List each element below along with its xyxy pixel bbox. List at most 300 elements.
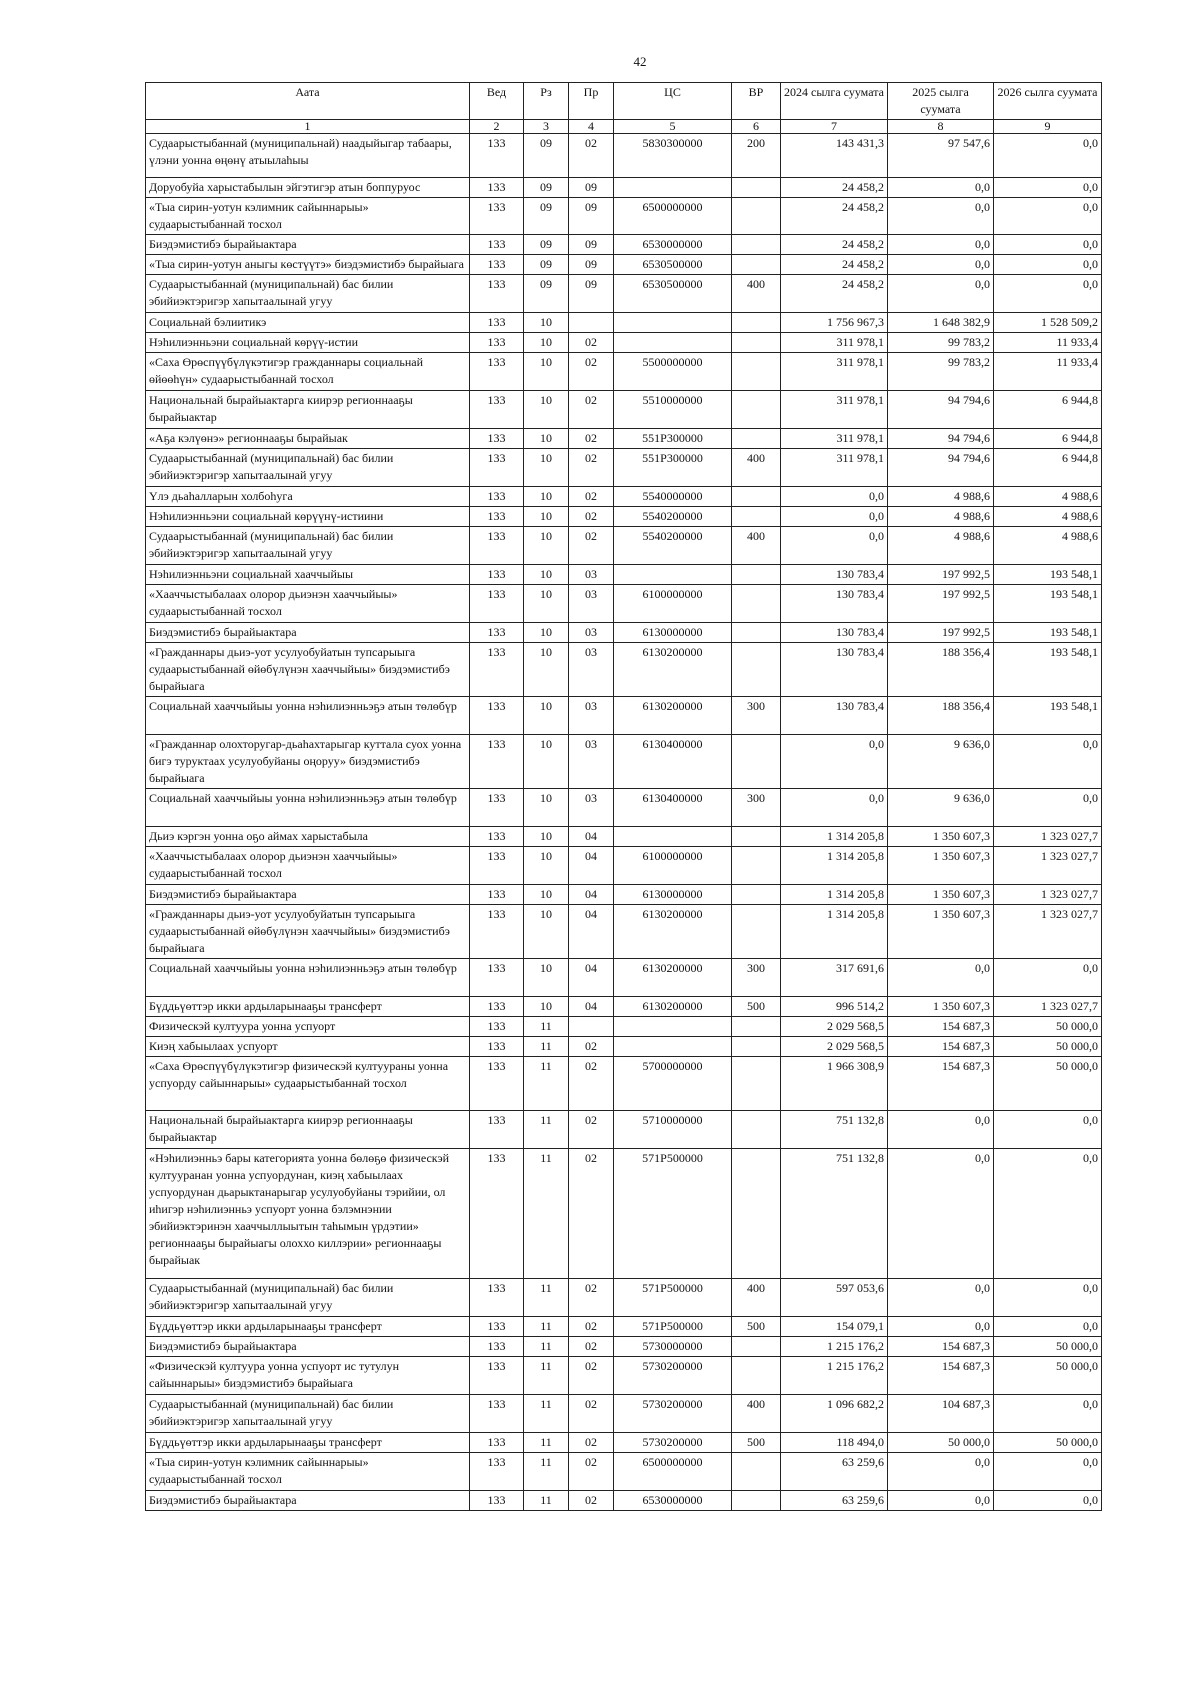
row-ved: 133 xyxy=(470,198,524,235)
row-value-2025: 99 783,2 xyxy=(888,333,994,353)
row-rz: 10 xyxy=(524,527,569,565)
row-vr xyxy=(732,353,781,391)
row-value-2025: 9 636,0 xyxy=(888,789,994,827)
row-value-2025: 154 687,3 xyxy=(888,1357,994,1395)
row-value-2025: 1 648 382,9 xyxy=(888,313,994,333)
row-value-2026: 193 548,1 xyxy=(994,585,1102,623)
row-value-2026: 1 323 027,7 xyxy=(994,905,1102,959)
row-pr xyxy=(569,313,614,333)
table-row xyxy=(146,1037,1102,1057)
row-ved: 133 xyxy=(470,997,524,1017)
row-cs: 5510000000 xyxy=(614,391,732,429)
table-row xyxy=(146,449,1102,487)
row-vr xyxy=(732,905,781,959)
row-cs: 6130200000 xyxy=(614,905,732,959)
row-rz: 09 xyxy=(524,235,569,255)
row-name: Дьиэ кэргэн уонна оҕо аймах харыстабыла xyxy=(146,827,470,847)
row-pr: 02 xyxy=(569,1357,614,1395)
table-row xyxy=(146,1357,1102,1395)
row-value-2024: 130 783,4 xyxy=(781,565,888,585)
row-pr: 02 xyxy=(569,333,614,353)
row-vr: 300 xyxy=(732,697,781,735)
row-name: «Тыа сирин-уотун кэлимник сайыннарыы» судаарыстыбаннай тосхол xyxy=(146,198,470,235)
row-value-2026: 50 000,0 xyxy=(994,1037,1102,1057)
row-ved: 133 xyxy=(470,697,524,735)
table-row xyxy=(146,527,1102,565)
column-number: 8 xyxy=(888,120,994,134)
row-cs xyxy=(614,1017,732,1037)
row-vr xyxy=(732,1149,781,1279)
row-value-2025: 197 992,5 xyxy=(888,585,994,623)
row-pr: 02 xyxy=(569,1433,614,1453)
row-value-2024: 1 215 176,2 xyxy=(781,1337,888,1357)
row-ved: 133 xyxy=(470,255,524,275)
row-value-2026: 1 528 509,2 xyxy=(994,313,1102,333)
row-ved: 133 xyxy=(470,275,524,313)
header-vr: ВР xyxy=(732,83,781,120)
row-ved: 133 xyxy=(470,847,524,885)
row-cs xyxy=(614,565,732,585)
row-value-2026: 0,0 xyxy=(994,959,1102,997)
row-ved: 133 xyxy=(470,959,524,997)
row-ved: 133 xyxy=(470,789,524,827)
row-cs: 6130400000 xyxy=(614,789,732,827)
row-value-2026: 11 933,4 xyxy=(994,333,1102,353)
table-row xyxy=(146,697,1102,735)
row-pr: 04 xyxy=(569,905,614,959)
row-value-2024: 0,0 xyxy=(781,527,888,565)
row-rz: 09 xyxy=(524,198,569,235)
row-value-2026: 0,0 xyxy=(994,134,1102,178)
row-pr: 04 xyxy=(569,847,614,885)
row-value-2026: 193 548,1 xyxy=(994,697,1102,735)
row-value-2025: 154 687,3 xyxy=(888,1037,994,1057)
row-cs: 5540200000 xyxy=(614,527,732,565)
row-name: «Саха Өрөспүүбүлүкэтигэр гражданнары социальнай өйөөһүн» судаарыстыбаннай тосхол xyxy=(146,353,470,391)
row-cs: 551Р300000 xyxy=(614,449,732,487)
table-row xyxy=(146,847,1102,885)
row-name: Социальнай хааччыйыы уонна нэһилиэнньэҕэ атын төлөбүр xyxy=(146,789,470,827)
row-ved: 133 xyxy=(470,1149,524,1279)
row-ved: 133 xyxy=(470,1111,524,1149)
row-value-2024: 1 215 176,2 xyxy=(781,1357,888,1395)
row-cs: 6530500000 xyxy=(614,255,732,275)
row-value-2024: 118 494,0 xyxy=(781,1433,888,1453)
row-rz: 10 xyxy=(524,507,569,527)
row-value-2026: 4 988,6 xyxy=(994,487,1102,507)
table-row xyxy=(146,1491,1102,1511)
row-ved: 133 xyxy=(470,134,524,178)
row-value-2026: 50 000,0 xyxy=(994,1433,1102,1453)
column-number: 1 xyxy=(146,120,470,134)
column-number: 4 xyxy=(569,120,614,134)
table-row xyxy=(146,623,1102,643)
table-row xyxy=(146,585,1102,623)
row-rz: 10 xyxy=(524,313,569,333)
row-cs: 6530000000 xyxy=(614,235,732,255)
row-value-2026: 193 548,1 xyxy=(994,643,1102,697)
row-cs: 5830300000 xyxy=(614,134,732,178)
row-cs: 571Р500000 xyxy=(614,1279,732,1317)
table-row xyxy=(146,1111,1102,1149)
row-value-2026: 50 000,0 xyxy=(994,1357,1102,1395)
table-row xyxy=(146,1279,1102,1317)
row-rz: 11 xyxy=(524,1149,569,1279)
row-vr xyxy=(732,847,781,885)
row-pr: 02 xyxy=(569,353,614,391)
table-body xyxy=(146,134,1102,1511)
row-pr: 02 xyxy=(569,449,614,487)
row-vr xyxy=(732,333,781,353)
row-vr xyxy=(732,623,781,643)
row-value-2025: 4 988,6 xyxy=(888,527,994,565)
row-value-2026: 50 000,0 xyxy=(994,1337,1102,1357)
row-name: Киэң хабыылаах успуорт xyxy=(146,1037,470,1057)
row-pr: 03 xyxy=(569,697,614,735)
row-pr: 02 xyxy=(569,1395,614,1433)
row-value-2026: 0,0 xyxy=(994,1111,1102,1149)
table-row xyxy=(146,353,1102,391)
table-row xyxy=(146,997,1102,1017)
row-vr xyxy=(732,1057,781,1111)
row-pr: 04 xyxy=(569,997,614,1017)
row-ved: 133 xyxy=(470,527,524,565)
row-pr: 02 xyxy=(569,1057,614,1111)
column-number-row xyxy=(146,120,1102,134)
row-value-2024: 130 783,4 xyxy=(781,697,888,735)
row-vr xyxy=(732,198,781,235)
row-name: Судаарыстыбаннай (муниципальнай) бас билии эбийиэктэригэр хапытаалынай угуу xyxy=(146,1279,470,1317)
row-value-2025: 1 350 607,3 xyxy=(888,905,994,959)
row-cs: 5540200000 xyxy=(614,507,732,527)
row-vr xyxy=(732,255,781,275)
row-value-2026: 1 323 027,7 xyxy=(994,847,1102,885)
row-ved: 133 xyxy=(470,333,524,353)
row-rz: 10 xyxy=(524,353,569,391)
table-row xyxy=(146,1317,1102,1337)
row-cs xyxy=(614,1037,732,1057)
row-pr: 03 xyxy=(569,735,614,789)
column-number: 7 xyxy=(781,120,888,134)
table-row xyxy=(146,1433,1102,1453)
row-name: Биэдэмистибэ бырайыактара xyxy=(146,623,470,643)
row-value-2025: 0,0 xyxy=(888,198,994,235)
row-pr: 09 xyxy=(569,275,614,313)
row-pr xyxy=(569,1017,614,1037)
row-value-2024: 2 029 568,5 xyxy=(781,1017,888,1037)
row-value-2026: 1 323 027,7 xyxy=(994,997,1102,1017)
table-row xyxy=(146,1395,1102,1433)
row-name: Судаарыстыбаннай (муниципальнай) наадыйыгар табаары, үлэни уонна өңөнү атыылаһыы xyxy=(146,134,470,178)
row-value-2024: 0,0 xyxy=(781,487,888,507)
row-name: Биэдэмистибэ бырайыактара xyxy=(146,1491,470,1511)
row-value-2026: 6 944,8 xyxy=(994,391,1102,429)
row-vr: 300 xyxy=(732,959,781,997)
column-number: 9 xyxy=(994,120,1102,134)
row-name: Бүддьүөттэр икки ардыларынааҕы трансферт xyxy=(146,997,470,1017)
row-pr: 03 xyxy=(569,585,614,623)
row-value-2026: 0,0 xyxy=(994,198,1102,235)
row-rz: 11 xyxy=(524,1491,569,1511)
row-value-2025: 94 794,6 xyxy=(888,429,994,449)
row-ved: 133 xyxy=(470,429,524,449)
row-rz: 10 xyxy=(524,697,569,735)
row-pr: 09 xyxy=(569,235,614,255)
row-value-2024: 597 053,6 xyxy=(781,1279,888,1317)
row-value-2024: 311 978,1 xyxy=(781,353,888,391)
row-pr: 02 xyxy=(569,1037,614,1057)
table-row xyxy=(146,391,1102,429)
table-row xyxy=(146,735,1102,789)
row-rz: 10 xyxy=(524,905,569,959)
row-rz: 09 xyxy=(524,178,569,198)
row-cs: 6130200000 xyxy=(614,997,732,1017)
row-pr: 02 xyxy=(569,1491,614,1511)
row-value-2024: 130 783,4 xyxy=(781,623,888,643)
row-value-2025: 0,0 xyxy=(888,1317,994,1337)
row-ved: 133 xyxy=(470,1317,524,1337)
row-rz: 10 xyxy=(524,449,569,487)
row-value-2025: 0,0 xyxy=(888,959,994,997)
row-rz: 10 xyxy=(524,391,569,429)
row-pr: 02 xyxy=(569,487,614,507)
row-pr: 02 xyxy=(569,1149,614,1279)
row-vr xyxy=(732,1453,781,1491)
row-vr xyxy=(732,429,781,449)
row-value-2024: 311 978,1 xyxy=(781,391,888,429)
row-value-2024: 143 431,3 xyxy=(781,134,888,178)
row-vr xyxy=(732,1111,781,1149)
row-value-2025: 4 988,6 xyxy=(888,507,994,527)
row-value-2025: 0,0 xyxy=(888,275,994,313)
row-cs: 6500000000 xyxy=(614,1453,732,1491)
row-value-2025: 97 547,6 xyxy=(888,134,994,178)
row-value-2025: 1 350 607,3 xyxy=(888,827,994,847)
table-row xyxy=(146,178,1102,198)
row-name: Судаарыстыбаннай (муниципальнай) бас билии эбийиэктэригэр хапытаалынай угуу xyxy=(146,1395,470,1433)
row-ved: 133 xyxy=(470,391,524,429)
row-value-2025: 1 350 607,3 xyxy=(888,885,994,905)
row-cs: 5500000000 xyxy=(614,353,732,391)
row-ved: 133 xyxy=(470,313,524,333)
row-vr xyxy=(732,178,781,198)
row-value-2025: 104 687,3 xyxy=(888,1395,994,1433)
row-ved: 133 xyxy=(470,1279,524,1317)
table-row xyxy=(146,885,1102,905)
row-name: Биэдэмистибэ бырайыактара xyxy=(146,1337,470,1357)
row-name: «Саха Өрөспүүбүлүкэтигэр физическэй култуураны уонна успуорду сайыннарыы» судаарыстыбаннай тосхол xyxy=(146,1057,470,1111)
table-row xyxy=(146,959,1102,997)
row-value-2024: 0,0 xyxy=(781,735,888,789)
table-row xyxy=(146,313,1102,333)
row-ved: 133 xyxy=(470,905,524,959)
row-pr: 02 xyxy=(569,429,614,449)
row-vr xyxy=(732,487,781,507)
row-rz: 11 xyxy=(524,1017,569,1037)
table-row xyxy=(146,565,1102,585)
row-value-2026: 0,0 xyxy=(994,1149,1102,1279)
row-rz: 11 xyxy=(524,1433,569,1453)
row-pr: 02 xyxy=(569,391,614,429)
table-row xyxy=(146,827,1102,847)
table-row xyxy=(146,1057,1102,1111)
row-value-2025: 94 794,6 xyxy=(888,391,994,429)
row-name: Судаарыстыбаннай (муниципальнай) бас билии эбийиэктэригэр хапытаалынай угуу xyxy=(146,449,470,487)
row-value-2025: 0,0 xyxy=(888,1279,994,1317)
row-ved: 133 xyxy=(470,565,524,585)
row-vr: 300 xyxy=(732,789,781,827)
row-value-2025: 99 783,2 xyxy=(888,353,994,391)
row-value-2024: 311 978,1 xyxy=(781,449,888,487)
row-ved: 133 xyxy=(470,507,524,527)
row-value-2026: 0,0 xyxy=(994,1395,1102,1433)
row-rz: 10 xyxy=(524,997,569,1017)
row-cs: 6500000000 xyxy=(614,198,732,235)
row-value-2025: 188 356,4 xyxy=(888,697,994,735)
header-name: Аата xyxy=(146,83,470,120)
row-ved: 133 xyxy=(470,1337,524,1357)
row-cs: 6130200000 xyxy=(614,697,732,735)
row-ved: 133 xyxy=(470,1037,524,1057)
table-row xyxy=(146,275,1102,313)
row-vr xyxy=(732,827,781,847)
row-rz: 10 xyxy=(524,623,569,643)
row-name: «Гражданнары дьиэ-уот усулуобуйатын тупсарыыга судаарыстыбаннай өйөбүлүнэн хааччыйыы» биэдэмистибэ бырайыага xyxy=(146,643,470,697)
row-value-2024: 63 259,6 xyxy=(781,1453,888,1491)
row-vr: 500 xyxy=(732,997,781,1017)
row-value-2026: 1 323 027,7 xyxy=(994,827,1102,847)
row-vr xyxy=(732,391,781,429)
row-value-2026: 50 000,0 xyxy=(994,1057,1102,1111)
row-cs: 571Р500000 xyxy=(614,1149,732,1279)
row-name: «Аҕа кэлүөнэ» регионнааҕы бырайыак xyxy=(146,429,470,449)
row-cs: 5710000000 xyxy=(614,1111,732,1149)
row-value-2024: 24 458,2 xyxy=(781,275,888,313)
row-ved: 133 xyxy=(470,623,524,643)
row-ved: 133 xyxy=(470,885,524,905)
row-rz: 10 xyxy=(524,885,569,905)
row-cs: 571Р500000 xyxy=(614,1317,732,1337)
row-cs: 5730000000 xyxy=(614,1337,732,1357)
row-value-2026: 0,0 xyxy=(994,1453,1102,1491)
table-row xyxy=(146,429,1102,449)
header-row xyxy=(146,83,1102,120)
row-pr: 02 xyxy=(569,527,614,565)
row-vr xyxy=(732,1491,781,1511)
row-ved: 133 xyxy=(470,1057,524,1111)
row-value-2026: 6 944,8 xyxy=(994,449,1102,487)
row-rz: 09 xyxy=(524,275,569,313)
column-number: 2 xyxy=(470,120,524,134)
row-cs: 6130200000 xyxy=(614,643,732,697)
row-name: Физическэй култуура уонна успуорт xyxy=(146,1017,470,1037)
row-value-2024: 24 458,2 xyxy=(781,198,888,235)
row-pr: 02 xyxy=(569,1453,614,1491)
row-value-2025: 154 687,3 xyxy=(888,1337,994,1357)
row-rz: 11 xyxy=(524,1057,569,1111)
row-name: «Тыа сирин-уотун аныгы көстүүтэ» биэдэмистибэ бырайыага xyxy=(146,255,470,275)
row-vr xyxy=(732,235,781,255)
row-name: «Гражданнар олохторугар-дьаһахтарыгар куттала суох уонна бигэ туруктаах усулуобуйаны оңоруу» биэдэмистибэ бырайыага xyxy=(146,735,470,789)
row-value-2026: 4 988,6 xyxy=(994,527,1102,565)
row-vr: 400 xyxy=(732,1279,781,1317)
row-cs: 5540000000 xyxy=(614,487,732,507)
row-rz: 10 xyxy=(524,959,569,997)
row-value-2025: 0,0 xyxy=(888,1111,994,1149)
row-name: «Хааччыстыбалаах олорор дьиэнэн хааччыйыы» судаарыстыбаннай тосхол xyxy=(146,585,470,623)
table-row xyxy=(146,643,1102,697)
row-value-2024: 1 314 205,8 xyxy=(781,847,888,885)
table-row xyxy=(146,235,1102,255)
row-value-2024: 130 783,4 xyxy=(781,585,888,623)
row-value-2024: 1 756 967,3 xyxy=(781,313,888,333)
row-ved: 133 xyxy=(470,1453,524,1491)
row-vr: 400 xyxy=(732,449,781,487)
row-name: Социальнай бэлиитикэ xyxy=(146,313,470,333)
row-value-2024: 1 314 205,8 xyxy=(781,827,888,847)
row-pr: 02 xyxy=(569,1279,614,1317)
row-value-2025: 1 350 607,3 xyxy=(888,847,994,885)
table-row xyxy=(146,255,1102,275)
row-rz: 11 xyxy=(524,1357,569,1395)
row-value-2024: 24 458,2 xyxy=(781,255,888,275)
row-value-2025: 197 992,5 xyxy=(888,623,994,643)
row-value-2024: 130 783,4 xyxy=(781,643,888,697)
row-value-2025: 154 687,3 xyxy=(888,1017,994,1037)
row-ved: 133 xyxy=(470,827,524,847)
row-value-2024: 751 132,8 xyxy=(781,1111,888,1149)
row-name: Үлэ дьаһалларын холбоһуга xyxy=(146,487,470,507)
row-ved: 133 xyxy=(470,585,524,623)
row-value-2024: 1 096 682,2 xyxy=(781,1395,888,1433)
row-rz: 11 xyxy=(524,1111,569,1149)
row-value-2024: 1 314 205,8 xyxy=(781,885,888,905)
row-ved: 133 xyxy=(470,1433,524,1453)
row-ved: 133 xyxy=(470,1491,524,1511)
column-number: 3 xyxy=(524,120,569,134)
row-vr xyxy=(732,1357,781,1395)
row-value-2026: 0,0 xyxy=(994,1317,1102,1337)
row-rz: 10 xyxy=(524,827,569,847)
row-rz: 10 xyxy=(524,735,569,789)
header-pr: Пр xyxy=(569,83,614,120)
row-pr: 02 xyxy=(569,1337,614,1357)
row-value-2026: 0,0 xyxy=(994,735,1102,789)
row-cs: 5730200000 xyxy=(614,1433,732,1453)
row-ved: 133 xyxy=(470,1017,524,1037)
row-name: Национальнай бырайыактарга киирэр регионнааҕы бырайыактар xyxy=(146,1111,470,1149)
row-ved: 133 xyxy=(470,1395,524,1433)
row-vr: 400 xyxy=(732,527,781,565)
row-cs: 6130200000 xyxy=(614,959,732,997)
row-rz: 10 xyxy=(524,487,569,507)
row-name: Бүддьүөттэр икки ардыларынааҕы трансферт xyxy=(146,1317,470,1337)
row-value-2026: 0,0 xyxy=(994,235,1102,255)
row-value-2024: 751 132,8 xyxy=(781,1149,888,1279)
row-pr: 04 xyxy=(569,959,614,997)
row-pr: 02 xyxy=(569,1317,614,1337)
row-pr: 03 xyxy=(569,643,614,697)
row-value-2025: 4 988,6 xyxy=(888,487,994,507)
row-pr: 09 xyxy=(569,255,614,275)
row-rz: 11 xyxy=(524,1279,569,1317)
row-value-2025: 154 687,3 xyxy=(888,1057,994,1111)
row-cs: 6130000000 xyxy=(614,623,732,643)
row-vr xyxy=(732,885,781,905)
table-row xyxy=(146,905,1102,959)
table-row xyxy=(146,487,1102,507)
row-cs: 6100000000 xyxy=(614,585,732,623)
